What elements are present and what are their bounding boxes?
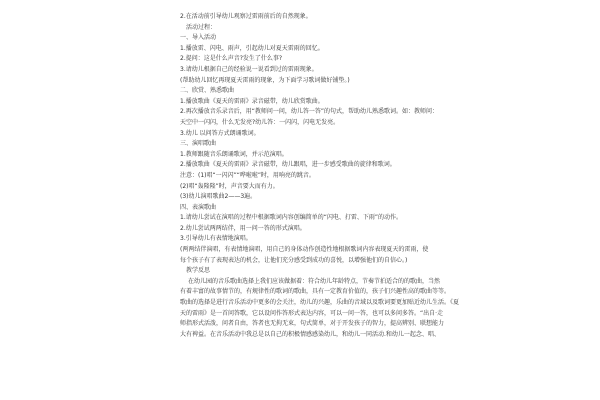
text-line: 教学反思 — [186, 267, 211, 275]
text-line: 2.幼儿尝试两两结伴，用一问一答的形式演唱。 — [180, 224, 306, 232]
text-line: 1.请幼儿尝试在演唱的过程中根据歌词内容创编简单的“闪电、打雷、下雨”的动作。 — [180, 214, 402, 222]
text-line: 天空中一闪闪，什么无发亮?幼儿答：一闪闪，闪电无发亮。 — [180, 118, 340, 126]
text-line: 三、演唱歌曲 — [180, 140, 217, 148]
text-line: 活动过程： — [186, 23, 217, 31]
text-line: 3.幼儿 以问答方式朗诵歌词。 — [180, 129, 260, 137]
text-line: 大有裨益。在音乐活动中我总是以自己的积极情感感染幼儿，和幼儿一同活动.和幼儿一起念、唱、 — [180, 330, 440, 338]
text-line: 四、表演歌曲 — [180, 203, 217, 211]
text-line: 1.播放歌曲《夏天的雷雨》录音磁带，幼儿欣赏歌曲。 — [180, 97, 324, 105]
document-body — [174, 12, 460, 340]
text-line: 歌曲的选择是进行音乐活动中更多的会关注，幼儿的兴趣，乐曲的音域以及歌词要更加贴近幼儿生活。《夏 — [180, 299, 460, 307]
text-line: 天的雷雨》是一首问答歌，它以设问作答形式表达内容，可以一问一答，也可以多问多答。“出自·走 — [180, 309, 444, 317]
text-line: 1.播放雷、闪电、雨声，引起幼儿对夏天雷雨的回忆。 — [180, 44, 324, 52]
text-line: 3.请幼儿根据自己的经验说一说看到过的雷雨现象。 — [180, 65, 318, 73]
text-line: 师指形式活泼，问者自由，答者也无拘无束，句式简单，对于开发孩子的智力，提高辨别、联想能力 — [180, 320, 445, 328]
text-line: 有着丰富的故事情节的，有规律性的歌词的歌曲，具有一定教育价值的，孩子们兴趣性高的歌曲等等。 — [180, 288, 451, 296]
text-line: 在幼儿园的音乐歌曲选择上我们应该做据着：符合幼儿年龄特点，节奏节拍适合的的歌曲，当然 — [188, 277, 441, 285]
text-line: 一、导入活动 — [180, 34, 217, 42]
text-line: 1.教师跟随音乐朗诵歌词，并示范演唱。 — [180, 150, 288, 158]
text-line: (两两结伴演唱，有表情地演唱，用自己的身体动作创造性地根据歌词内容表现夏天的雷雨，使 — [180, 246, 429, 254]
text-line: 2.提问：这是什么声音?发生了什么事? — [180, 55, 283, 63]
text-line: 每个孩子有了表现表达的机会，让他们充分感受到成功的喜悦，以增强他们的自信心。) — [180, 256, 408, 264]
text-line: 2.播放歌曲《夏天的雷雨》录音磁带，幼儿跟唱，进一步感受歌曲的旋律和歌词。 — [180, 161, 396, 169]
text-line: (2)唱“轰隆隆”时，声音要大而有力。 — [180, 182, 279, 190]
text-line: 注意：(1)唱“一闪闪”“哗啦啦”时，用响亮的跳音。 — [180, 171, 315, 179]
text-line: 2.在活动前引导幼儿观察过雷雨前后的自然现象。 — [180, 13, 312, 20]
text-line: (3)幼儿演唱歌曲2——3遍。 — [180, 193, 257, 201]
text-line: (帮助幼儿回忆再现夏天雷雨的现象，为下面学习歌词做好铺垫。) — [180, 76, 350, 84]
text-line: 二、欣赏、熟悉歌曲 — [180, 87, 235, 95]
text-line: 2.再次播放音乐录音后，用“教师问一问，幼儿答一答”的句式，帮助幼儿熟悉歌词。如：教师问： — [180, 108, 438, 116]
text-line: 3.引导幼儿有表情地演唱。 — [180, 235, 252, 243]
